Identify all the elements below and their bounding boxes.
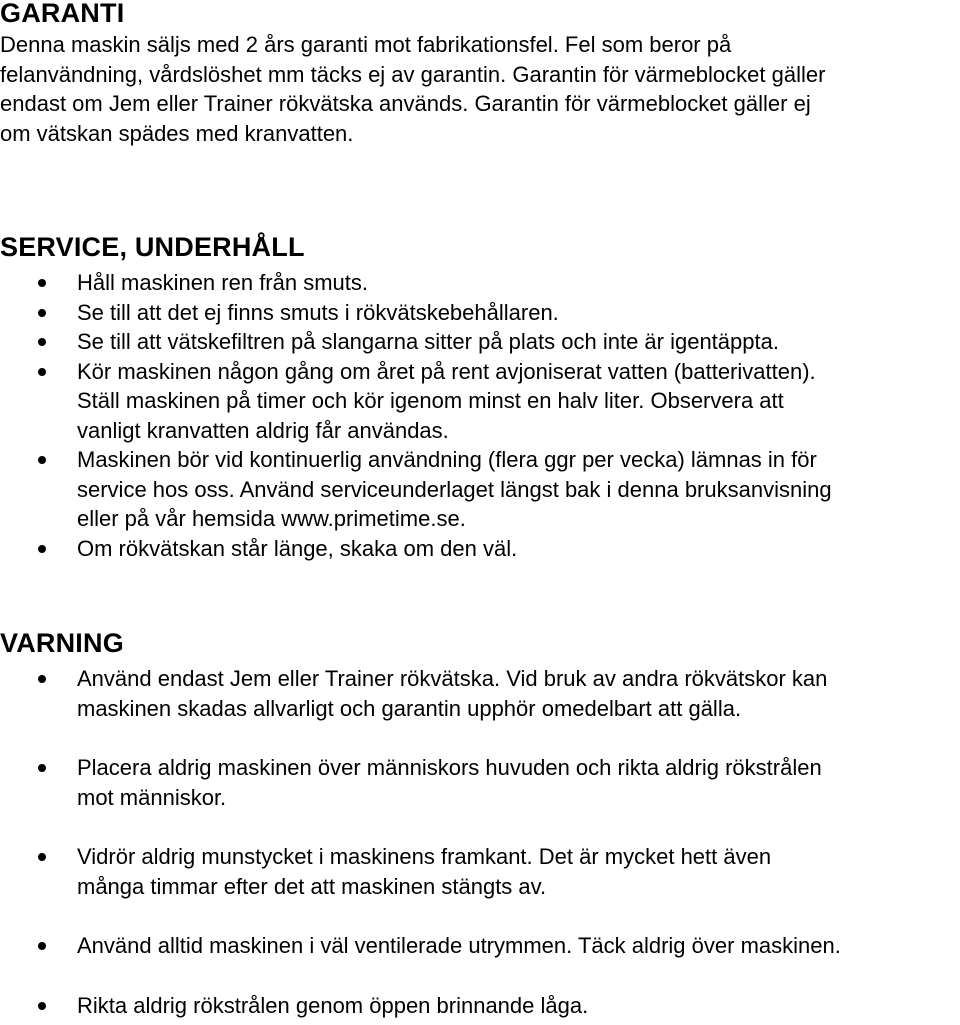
list-item [0,298,960,328]
list-item-text: Se till att vätskefiltren på slangarna sitter på plats och inte är igentäppta. [77,329,779,354]
list-item-text: mot människor. [77,784,227,810]
list-item [0,991,960,1021]
varning-list [0,664,960,1020]
bullet-icon [38,764,46,772]
bullet-icon [38,368,46,376]
bullet-icon [38,942,46,950]
list-item [0,931,960,961]
heading-varning: VARNING [0,628,124,658]
list-item-text: Se till att det ej finns smuts i rökvätskebehållaren. [77,299,559,325]
list-item-text: Maskinen bör vid kontinuerlig användning (flera ggr per vecka) lämnas in för [77,447,817,472]
list-item [0,842,960,901]
list-item [0,753,960,812]
bullet-icon [38,309,46,317]
garanti-line: Denna maskin säljs med 2 års garanti mot fabrikationsfel. Fel som beror på [0,32,732,57]
list-item-text: Använd endast Jem eller Trainer rökvätska. Vid bruk av andra rökvätskor kan [77,666,828,691]
list-item [0,268,960,298]
list-item-text: Vidrör aldrig munstycket i maskinens framkant. Det är mycket hett även [77,844,772,869]
list-item-text: Placera aldrig maskinen över människors huvuden och rikta aldrig rökstrålen [77,755,822,780]
garanti-line: om vätskan spädes med kranvatten. [0,120,354,146]
bullet-icon [38,675,46,683]
bullet-icon [38,338,46,346]
paragraph-garanti [0,30,920,148]
list-item-text: Håll maskinen ren från smuts. [77,270,368,295]
list-item-text: Rikta aldrig rökstrålen genom öppen brinnande låga. [77,992,589,1018]
bullet-icon [38,456,46,464]
heading-garanti: GARANTI [0,0,125,28]
list-item-text: många timmar efter det att maskinen stängts av. [77,873,547,899]
list-item [0,664,960,723]
bullet-icon [38,853,46,861]
bullet-icon [38,1002,46,1010]
section-service [0,232,960,561]
list-item [0,357,960,446]
section-varning [0,628,960,1018]
list-item-text: Kör maskinen någon gång om året på rent avjoniserat vatten (batterivatten). [77,358,816,384]
list-item-text: Ställ maskinen på timer och kör igenom minst en halv liter. Observera att [77,388,784,413]
list-item-text: vanligt kranvatten aldrig får användas. [77,417,449,443]
list-item-text: eller på vår hemsida www.primetime.se. [77,506,466,531]
bullet-icon [38,545,46,553]
list-item-text: Om rökvätskan står länge, skaka om den väl. [77,535,518,561]
bullet-icon [38,279,46,287]
list-item-text: service hos oss. Använd serviceunderlaget längst bak i denna bruksanvisning [77,476,832,502]
list-item-text: maskinen skadas allvarligt och garantin upphör omedelbart att gälla. [77,695,742,721]
garanti-line: endast om Jem eller Trainer rökvätska används. Garantin för värmeblocket gäller ej [0,91,811,116]
list-item [0,327,960,357]
service-list [0,268,960,563]
list-item [0,534,960,564]
list-item [0,445,960,534]
list-item-text: Använd alltid maskinen i väl ventilerade utrymmen. Täck aldrig över maskinen. [77,933,841,958]
garanti-line: felanvändning, vårdslöshet mm täcks ej av garantin. Garantin för värmeblocket gäller [0,61,826,87]
heading-service: SERVICE, UNDERHÅLL [0,232,305,262]
